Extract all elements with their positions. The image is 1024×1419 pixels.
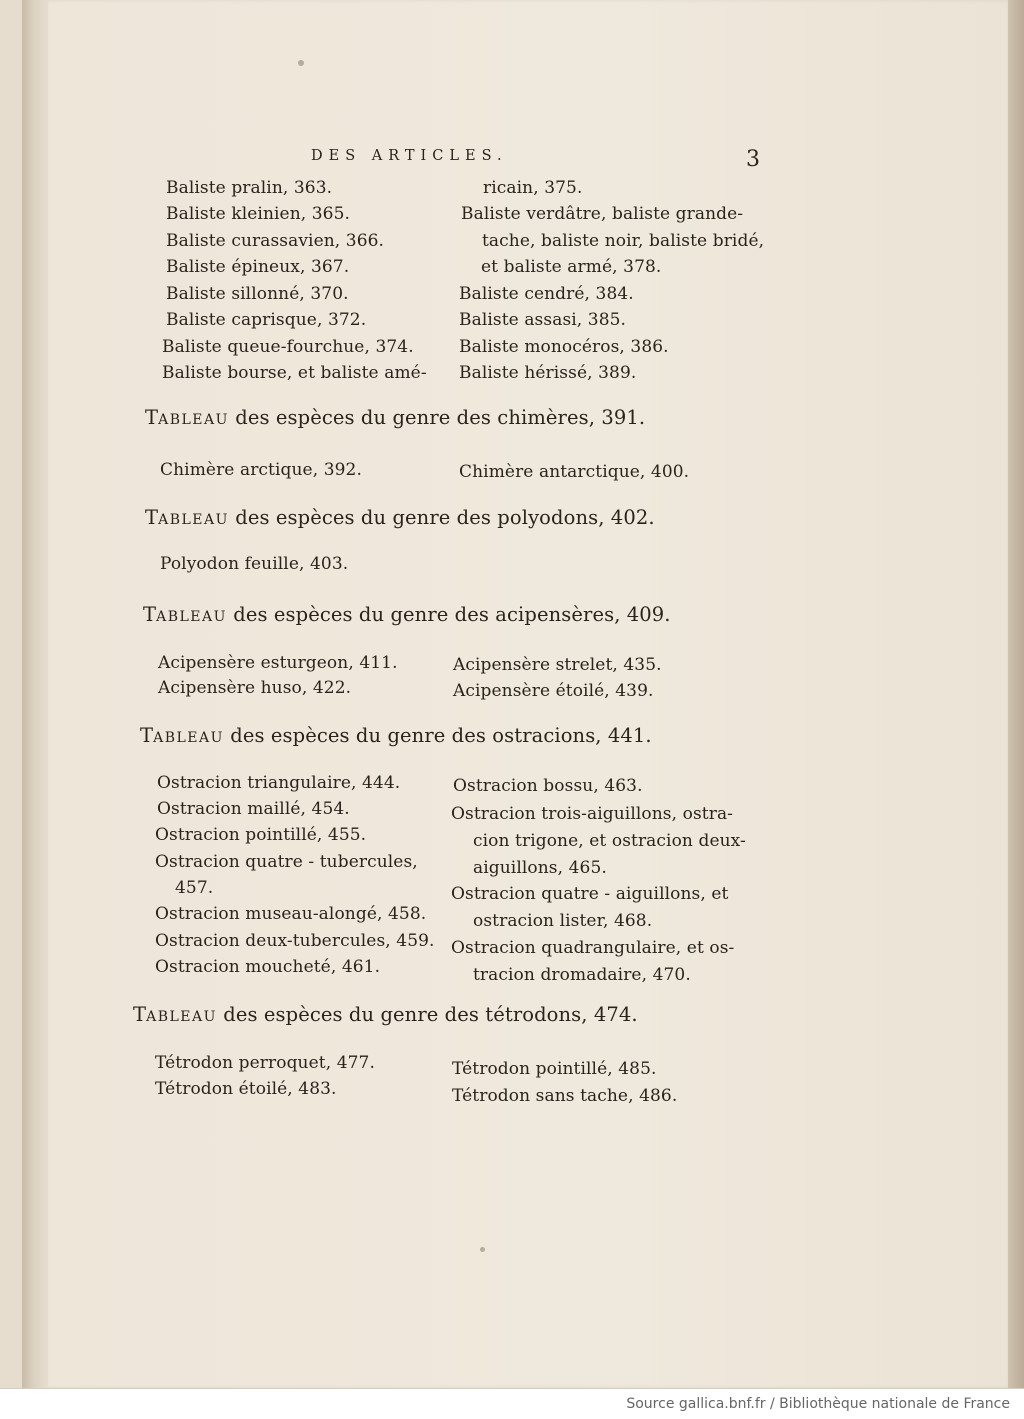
entry-line: Ostracion maillé, 454. <box>157 799 350 819</box>
section-heading-polyodons <box>145 508 655 528</box>
entry-line: Ostracion quadrangulaire, et os- <box>451 938 735 958</box>
entry-line: Tétrodon perroquet, 477. <box>155 1053 375 1073</box>
entry-line: Acipensère huso, 422. <box>158 678 352 698</box>
entry-line: Ostracion deux-tubercules, 459. <box>155 931 435 951</box>
heading-text: des espèces du genre des chimères, 391. <box>228 406 646 429</box>
entry-line: Polyodon feuille, 403. <box>160 554 349 574</box>
heading-smallcaps: ABLEAU <box>153 730 224 746</box>
page-gutter <box>22 0 48 1388</box>
section-heading-ostracions <box>140 726 652 746</box>
entry-line: 457. <box>175 878 214 898</box>
heading-text: des espèces du genre des polyodons, 402. <box>228 506 655 529</box>
section-heading-chimeres <box>145 408 645 428</box>
heading-smallcaps: ABLEAU <box>146 1009 217 1025</box>
heading-smallcaps: ABLEAU <box>156 609 227 625</box>
entry-line: Baliste monocéros, 386. <box>459 337 669 357</box>
entry-line: et baliste armé, 378. <box>481 257 662 277</box>
entry-line: Ostracion trois-aiguillons, ostra- <box>451 804 734 824</box>
entry-line: Chimère arctique, 392. <box>160 460 362 480</box>
entry-line: tracion dromadaire, 470. <box>473 965 691 985</box>
entry-line: Baliste curassavien, 366. <box>166 231 385 251</box>
source-credit: Source gallica.bnf.fr / Bibliothèque nationale de France <box>626 1396 1010 1412</box>
paper-spot <box>298 60 304 66</box>
entry-line: Ostracion triangulaire, 444. <box>157 773 401 793</box>
section-heading-tetrodons <box>133 1005 638 1025</box>
heading-smallcaps: ABLEAU <box>158 412 229 428</box>
entry-line: Ostracion bossu, 463. <box>453 776 643 796</box>
entry-line: Baliste cendré, 384. <box>459 284 634 304</box>
heading-text: des espèces du genre des acipensères, 409. <box>226 603 671 626</box>
heading-initial: T <box>133 1003 147 1026</box>
entry-line: Baliste hérissé, 389. <box>459 363 637 383</box>
entry-line: tache, baliste noir, baliste bridé, <box>482 231 765 251</box>
heading-smallcaps: ABLEAU <box>158 512 229 528</box>
entry-line: Baliste kleinien, 365. <box>166 204 351 224</box>
heading-initial: T <box>143 603 157 626</box>
entry-line: Baliste épineux, 367. <box>166 257 350 277</box>
entry-line: ricain, 375. <box>483 178 583 198</box>
entry-line: Baliste queue-fourchue, 374. <box>162 337 414 357</box>
heading-initial: T <box>140 724 154 747</box>
running-head: DES ARTICLES. <box>311 148 508 164</box>
entry-line: Baliste assasi, 385. <box>459 310 627 330</box>
entry-line: cion trigone, et ostracion deux- <box>473 831 746 851</box>
page-edge <box>1008 0 1024 1388</box>
entry-line: Baliste caprisque, 372. <box>166 310 367 330</box>
entry-line: Ostracion moucheté, 461. <box>155 957 381 977</box>
entry-line: Ostracion quatre - tubercules, <box>155 852 418 872</box>
entry-line: Acipensère esturgeon, 411. <box>158 653 398 673</box>
entry-line: aiguillons, 465. <box>473 858 607 878</box>
entry-line: Ostracion pointillé, 455. <box>155 825 367 845</box>
entry-line: Ostracion quatre - aiguillons, et <box>451 884 729 904</box>
entry-line: Chimère antarctique, 400. <box>459 462 690 482</box>
heading-initial: T <box>145 406 159 429</box>
entry-line: Acipensère étoilé, 439. <box>453 681 654 701</box>
entry-line: Baliste verdâtre, baliste grande- <box>461 204 744 224</box>
heading-text: des espèces du genre des tétrodons, 474. <box>216 1003 638 1026</box>
paper-spot <box>480 1247 485 1252</box>
entry-line: Tétrodon sans tache, 486. <box>452 1086 678 1106</box>
entry-line: Ostracion museau-alongé, 458. <box>155 904 427 924</box>
entry-line: Baliste bourse, et baliste amé- <box>162 363 427 383</box>
section-heading-acipenseres <box>143 605 671 625</box>
entry-line: ostracion lister, 468. <box>473 911 653 931</box>
entry-line: Tétrodon étoilé, 483. <box>155 1079 337 1099</box>
entry-line: Baliste sillonné, 370. <box>166 284 349 304</box>
entry-line: Baliste pralin, 363. <box>166 178 333 198</box>
entry-line: Tétrodon pointillé, 485. <box>452 1059 657 1079</box>
heading-text: des espèces du genre des ostracions, 441. <box>223 724 652 747</box>
page-number: 3 <box>746 147 761 172</box>
entry-line: Acipensère strelet, 435. <box>453 655 662 675</box>
heading-initial: T <box>145 506 159 529</box>
